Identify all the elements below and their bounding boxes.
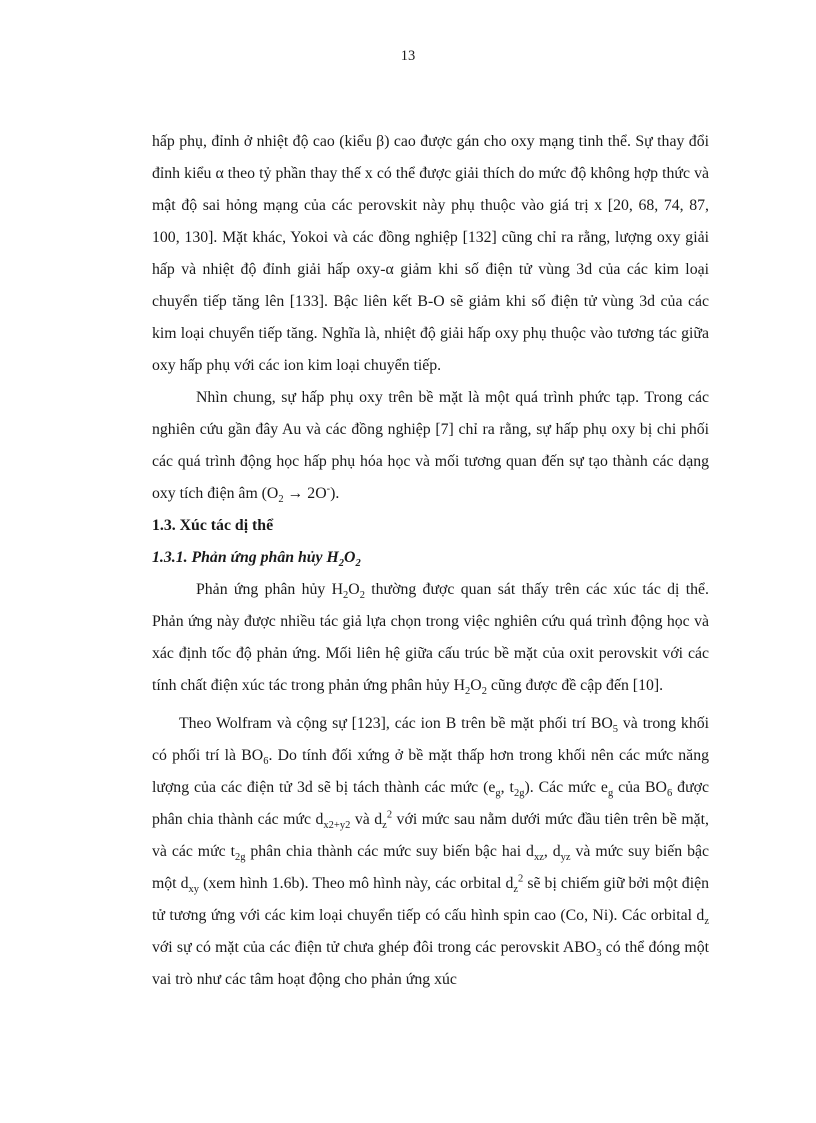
document-body bbox=[152, 126, 709, 996]
section-heading: 1.3. Xúc tác dị thể bbox=[152, 517, 274, 534]
paragraph-1: hấp phụ, đỉnh ở nhiệt độ cao (kiểu β) cao được gán cho oxy mạng tinh thể. Sự thay đổi đỉnh kiểu α theo tỷ phần thay thế x có thể được giải thích do mức độ không hợp thức và mật độ sai hỏng mạng của các perovskit này phụ thuộc vào giá trị x [20, 68, 74, 87, 100, 130]. Mặt khác, Yokoi và các đồng nghiệp [132] cũng chỉ ra rằng, lượng oxy giải hấp và nhiệt độ đỉnh giải hấp oxy-α giảm khi số điện tử vùng 3d của các kim loại chuyển tiếp tăng lên [133]. Bậc liên kết B-O sẽ giảm khi số điện tử vùng 3d của các kim loại chuyển tiếp tăng. Nghĩa là, nhiệt độ giải hấp oxy phụ thuộc vào tương tác giữa oxy hấp phụ với các ion kim loại chuyển tiếp. bbox=[152, 133, 709, 374]
paragraph-2: Nhìn chung, sự hấp phụ oxy trên bề mặt là một quá trình phức tạp. Trong các nghiên cứu gần đây Au và các đồng nghiệp [7] chỉ ra rằng, sự hấp phụ oxy bị chi phối các quá trình động học hấp phụ hóa học và mối tương quan đến sự tạo thành các dạng oxy tích điện âm $(O_2 \to 2O^-)$. bbox=[152, 389, 709, 506]
paragraph-3: Phản ứng phân hủy $H_2O_2$ thường được quan sát thấy trên các xúc tác dị thể. Phản ứng này được nhiều tác giả lựa chọn trong việc nghiên cứu quá trình động học và xác định tốc độ phản ứng. Mối liên hệ giữa cấu trúc bề mặt của oxit perovskit với các tính chất điện xúc tác trong phản ứng phân hủy $H_2O_2$ cũng được đề cập đến [10]. bbox=[152, 581, 709, 698]
page-number: 13 bbox=[400, 48, 416, 64]
subsection-heading: 1.3.1. Phản ứng phân hủy $H_2O_2$ bbox=[152, 549, 361, 570]
paragraph-4: Theo Wolfram và cộng sự [123], các ion B trên bề mặt phối trí $BO_5$ và trong khối có phối trí là $BO_6$. Do tính đối xứng ở bề mặt thấp hơn trong khối nên các mức năng lượng của các điện tử 3d sẽ bị tách thành các mức ($e_g$, $t_{2g}$). Các mức $e_g$ của $BO_6$ được phân chia thành các mức $d_{x2+y2}$ và $d_z^2$ với mức sau nằm dưới mức đầu tiên trên bề mặt, và các mức $t_{2g}$ phân chia thành các mức suy biến bậc hai $d_{xz}$, $d_{yz}$ và mức suy biến bậc một $d_{xy}$ (xem hình 1.6b). Theo mô hình này, các orbital $d_z^2$ sẽ bị chiếm giữ bởi một điện tử tương ứng với các kim loại chuyển tiếp có cấu hình spin cao (Co, Ni). Các orbital $d_z$ với sự có mặt của các điện tử chưa ghép đôi trong các perovskit $ABO_3$ có thể đóng một vai trò như các tâm hoạt động cho phản ứng xúc bbox=[152, 715, 710, 988]
